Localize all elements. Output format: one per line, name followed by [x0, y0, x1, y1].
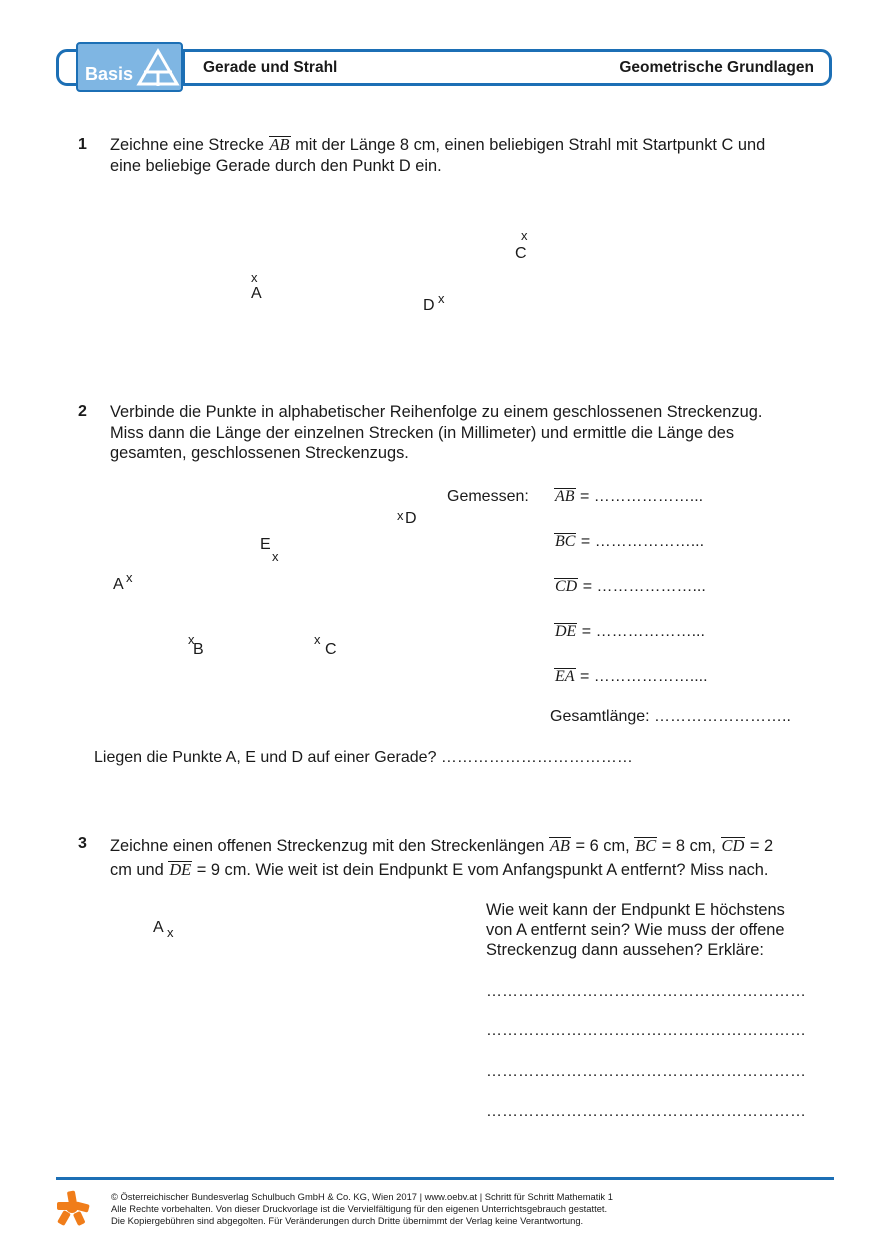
task3-mark-a: x	[167, 925, 174, 940]
answer-line[interactable]: ……………………………………………………	[486, 1063, 806, 1080]
measure-row-de	[554, 623, 705, 641]
task3-question-line: von A entfernt sein? Wie muss der offene	[486, 921, 785, 939]
task1-text	[110, 135, 830, 176]
task3-text-part: = 8 cm,	[661, 837, 716, 855]
task1-segment: AB	[269, 135, 290, 154]
task2-line: gesamten, geschlossenen Streckenzugs.	[110, 444, 409, 462]
header-title-right: Geometrische Grundlagen	[619, 59, 814, 76]
task2-text	[110, 402, 830, 464]
header-title-left: Gerade und Strahl	[203, 59, 338, 76]
measure-blank: = ………………....	[580, 668, 708, 685]
footer-copyright	[111, 1191, 613, 1227]
measure-segment: AB	[555, 488, 575, 505]
basis-label: Basis	[85, 64, 134, 84]
task2-point-d: D	[405, 510, 417, 527]
task3-text-part: = 6 cm,	[575, 837, 630, 855]
measure-segment: EA	[555, 668, 575, 685]
measure-row-bc	[554, 533, 704, 551]
answer-line[interactable]: ……………………………………………………	[486, 1022, 806, 1039]
publisher-logo-icon	[55, 1190, 91, 1226]
measure-segment: CD	[555, 578, 578, 595]
task3-segment: BC	[635, 836, 657, 855]
measure-segment: DE	[555, 623, 577, 640]
task2-point-b: B	[193, 641, 204, 658]
measure-row-ab	[554, 488, 703, 506]
task1-number: 1	[78, 136, 87, 153]
task3-segment: AB	[549, 836, 570, 855]
task2-mark-d: x	[397, 508, 404, 523]
footer-rule	[56, 1177, 834, 1180]
task2-question: Liegen die Punkte A, E und D auf einer Gerade? ………………………………	[94, 749, 633, 766]
task3-text	[110, 834, 830, 882]
task2-line: Verbinde die Punkte in alphabetischer Reihenfolge zu einem geschlossenen Streckenzug.	[110, 403, 763, 421]
footer-line: Alle Rechte vorbehalten. Von dieser Druckvorlage ist die Vervielfältigung für den eigenen Unterrichtsgebrauch gestattet.	[111, 1203, 608, 1214]
task1-mark-d: x	[438, 291, 445, 306]
task2-number: 2	[78, 403, 87, 420]
task1-mark-c: x	[521, 228, 528, 243]
task3-text-part: Zeichne einen offenen Streckenzug mit den Streckenlängen	[110, 837, 545, 855]
footer-line: © Österreichischer Bundesverlag Schulbuch GmbH & Co. KG, Wien 2017 | www.oebv.at | Schritt für Schritt Mathematik 1	[111, 1191, 613, 1202]
task2-mark-e: x	[272, 549, 279, 564]
task3-point-a: A	[153, 919, 164, 936]
triangle-icon	[136, 48, 180, 88]
task1-text-a: Zeichne eine Strecke	[110, 136, 264, 154]
task3-question	[486, 900, 826, 960]
task3-number: 3	[78, 835, 87, 852]
task1-line2: eine beliebige Gerade durch den Punkt D ein.	[110, 156, 442, 175]
task2-point-e: E	[260, 536, 271, 553]
task2-mark-a: x	[126, 570, 133, 585]
task2-mark-c: x	[314, 632, 321, 647]
header-divider	[183, 52, 185, 83]
measure-blank: = ………………...	[582, 578, 706, 595]
measure-blank: = ………………...	[581, 623, 705, 640]
task2-mark-b: x	[188, 632, 195, 647]
footer-line: Die Kopiergebühren sind abgegolten. Für Veränderungen durch Dritte übernimmt der Verlag keine Verantwortung.	[111, 1215, 584, 1226]
answer-line[interactable]: ……………………………………………………	[486, 983, 806, 1000]
measure-blank: = ………………...	[580, 488, 704, 505]
task1-text-b: mit der Länge 8 cm, einen beliebigen Strahl mit Startpunkt C und	[295, 136, 766, 154]
measure-row-cd	[554, 578, 706, 596]
task3-question-line: Wie weit kann der Endpunkt E höchstens	[486, 901, 785, 919]
task1-mark-a: x	[251, 270, 258, 285]
task1-point-d: D	[423, 297, 435, 314]
task3-text-part: = 9 cm. Wie weit ist dein Endpunkt E vom Anfangspunkt A entfernt? Miss nach.	[196, 861, 769, 879]
measure-segment: BC	[555, 533, 576, 550]
task1-point-a: A	[251, 285, 262, 302]
measure-blank: = ………………...	[580, 533, 705, 550]
answer-line[interactable]: ……………………………………………………	[486, 1103, 806, 1120]
task3-segment: DE	[169, 860, 192, 879]
task2-point-c: C	[325, 641, 337, 658]
task3-segment: CD	[721, 836, 745, 855]
task2-line: Miss dann die Länge der einzelnen Strecken (in Millimeter) und ermittle die Länge des	[110, 423, 735, 442]
measure-row-ea	[554, 668, 708, 686]
task1-point-c: C	[515, 245, 527, 262]
task3-text-part: cm und	[110, 861, 164, 879]
task3-text-part: = 2	[749, 837, 774, 855]
basis-badge	[76, 42, 183, 92]
total-length: Gesamtlänge: ……………………..	[550, 708, 791, 725]
task3-question-line: Streckenzug dann aussehen? Erkläre:	[486, 941, 764, 959]
measured-label: Gemessen:	[447, 488, 529, 505]
task2-point-a: A	[113, 576, 124, 593]
